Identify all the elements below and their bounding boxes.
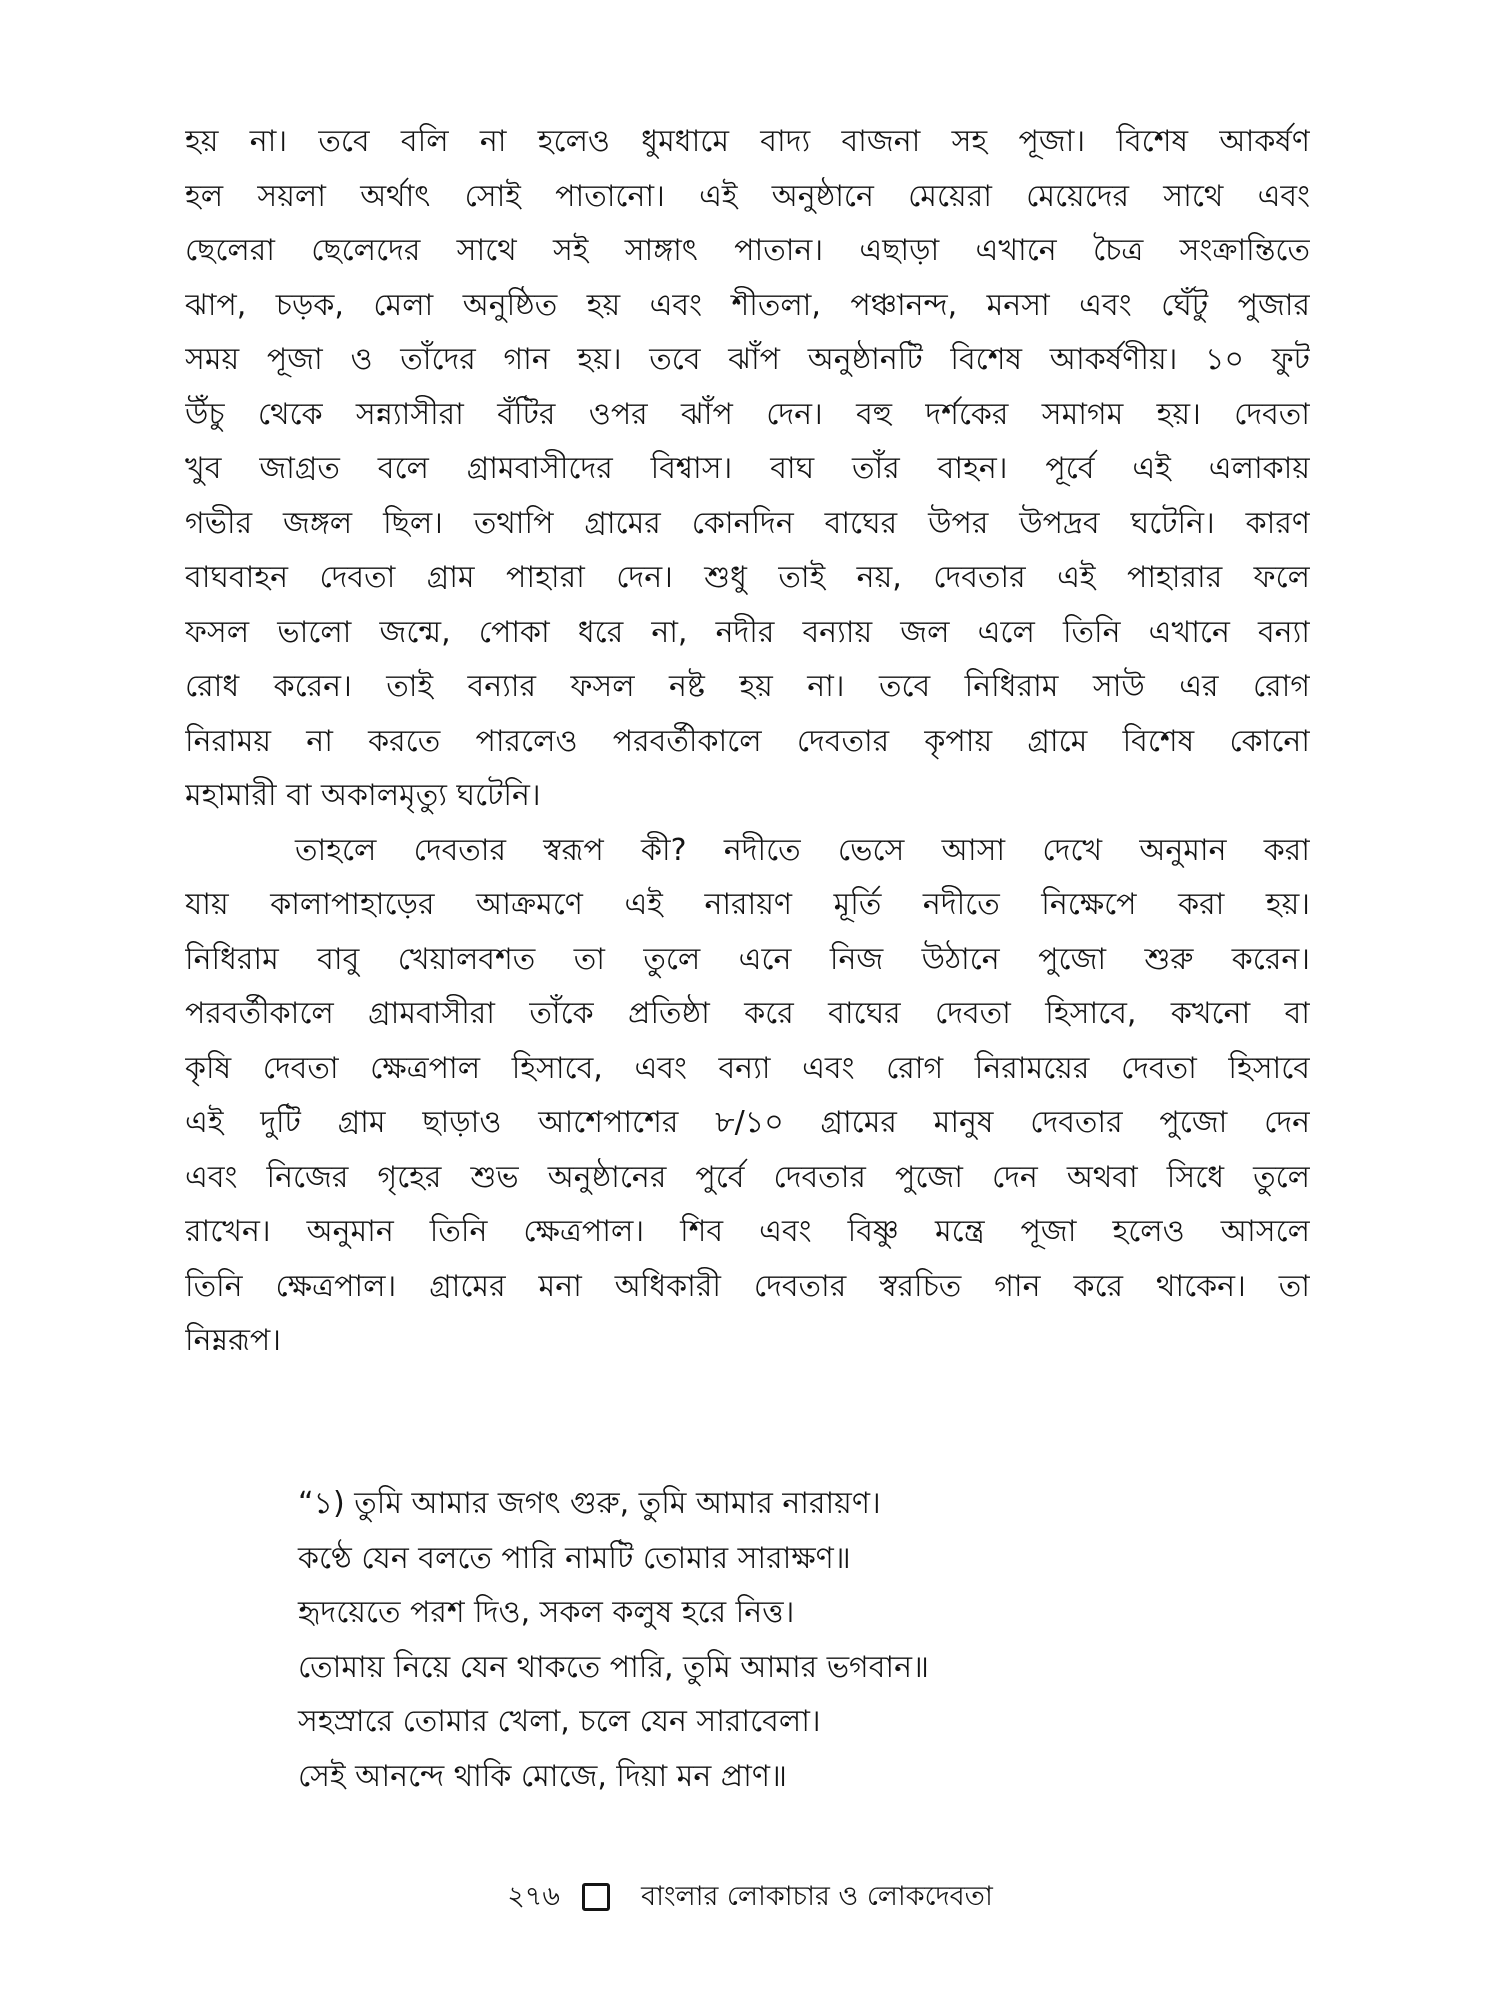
verse-line: তোমায় নিয়ে যেন থাকতে পারি, তুমি আমার ভগবান॥ [298,1649,929,1685]
text-line: ছেলেরা ছেলেদের সাথে সই সাঙ্গাৎ পাতান। এছাড়া এখানে চৈত্র সংক্রান্তিতে [185,233,1310,268]
text-line: এই দুটি গ্রাম ছাড়াও আশেপাশের ৮/১০ গ্রামের মানুষ দেবতার পুজো দেন [185,1105,1310,1140]
book-title: বাংলার লোকাচার ও লোকদেবতা [641,1880,993,1912]
text-line: হল সয়লা অর্থাৎ সোই পাতানো। এই অনুষ্ঠানে মেয়েরা মেয়েদের সাথে এবং [185,178,1310,214]
text-line: সময় পূজা ও তাঁদের গান হয়। তবে ঝাঁপ অনুষ্ঠানটি বিশেষ আকর্ষণীয়। ১০ ফুট [185,342,1310,377]
verse-line: “১) তুমি আমার জগৎ গুরু, তুমি আমার নারায়ণ। [298,1486,881,1521]
verse-line: কণ্ঠে যেন বলতে পারি নামটি তোমার সারাক্ষণ॥ [298,1540,851,1576]
verse-line: হৃদয়েতে পরশ দিও, সকল কলুষ হরে নিত্ত। [298,1595,795,1630]
square-separator-icon [582,1883,610,1911]
text-line: হয় না। তবে বলি না হলেও ধুমধামে বাদ্য বাজনা সহ পূজা। বিশেষ আকর্ষণ [185,124,1310,159]
text-line: পরবর্তীকালে গ্রামবাসীরা তাঁকে প্রতিষ্ঠা করে বাঘের দেবতা হিসাবে, কখনো বা [185,996,1310,1031]
text-line: ঝাপ, চড়ক, মেলা অনুষ্ঠিত হয় এবং শীতলা, পঞ্চানন্দ, মনসা এবং ঘেঁটু পুজার [185,287,1310,323]
verse-line: সেই আনন্দে থাকি মোজে, দিয়া মন প্রাণ॥ [298,1758,787,1794]
text-line: কৃষি দেবতা ক্ষেত্রপাল হিসাবে, এবং বন্যা এবং রোগ নিরাময়ের দেবতা হিসাবে [185,1050,1310,1086]
page-number: ২৭৬ [507,1880,560,1912]
page-footer [0,1876,1500,1916]
body-text [185,115,1310,1369]
text-line: গভীর জঙ্গল ছিল। তথাপি গ্রামের কোনদিন বাঘের উপর উপদ্রব ঘটেনি। কারণ [185,505,1310,541]
text-line: মহামারী বা অকালমৃত্যু ঘটেনি। [185,778,541,813]
text-line: উঁচু থেকে সন্ন্যাসীরা বঁটির ওপর ঝাঁপ দেন। বহু দর্শকের সমাগম হয়। দেবতা [185,396,1310,432]
text-line: বাঘবাহন দেবতা গ্রাম পাহারা দেন। শুধু তাই নয়, দেবতার এই পাহারার ফলে [185,560,1310,595]
text-line: ফসল ভালো জন্মে, পোকা ধরে না, নদীর বন্যায় জল এলে তিনি এখানে বন্যা [185,614,1310,650]
text-line: নিরাময় না করতে পারলেও পরবর্তীকালে দেবতার কৃপায় গ্রামে বিশেষ কোনো [185,723,1310,759]
text-line: এবং নিজের গৃহের শুভ অনুষ্ঠানের পুর্বে দেবতার পুজো দেন অথবা সিধে তুলে [185,1159,1310,1195]
text-line: তাহলে দেবতার স্বরূপ কী? নদীতে ভেসে আসা দেখে অনুমান করা [295,832,1310,868]
text-line: রাখেন। অনুমান তিনি ক্ষেত্রপাল। শিব এবং বিষ্ণু মন্ত্রে পূজা হলেও আসলে [185,1214,1310,1249]
text-line: নিম্নরূপ। [185,1323,282,1358]
text-line: যায় কালাপাহাড়ের আক্রমণে এই নারায়ণ মূর্তি নদীতে নিক্ষেপে করা হয়। [185,887,1310,922]
text-line: তিনি ক্ষেত্রপাল। গ্রামের মনা অধিকারী দেবতার স্বরচিত গান করে থাকেন। তা [185,1268,1310,1304]
text-line: খুব জাগ্রত বলে গ্রামবাসীদের বিশ্বাস। বাঘ তাঁর বাহন। পূর্বে এই এলাকায় [185,451,1310,486]
text-line: রোধ করেন। তাই বন্যার ফসল নষ্ট হয় না। তবে নিধিরাম সাউ এর রোগ [185,669,1310,704]
verse-line: সহস্রারে তোমার খেলা, চলে যেন সারাবেলা। [298,1704,821,1739]
verse-block [298,1477,1198,1804]
text-line: নিধিরাম বাবু খেয়ালবশত তা তুলে এনে নিজ উঠানে পুজো শুরু করেন। [185,941,1310,977]
